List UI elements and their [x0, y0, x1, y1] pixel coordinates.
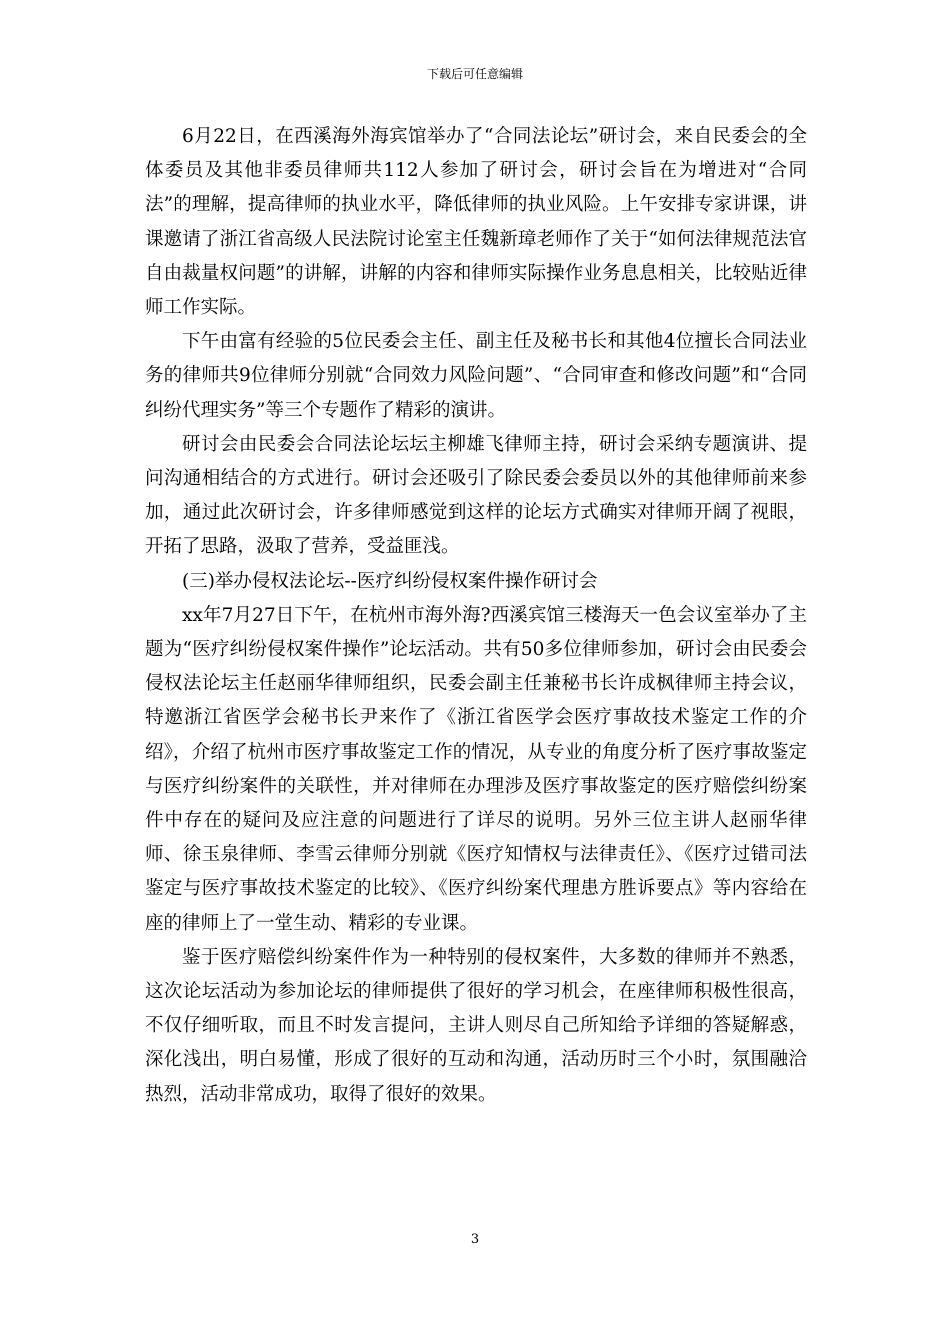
- section-heading-tort-law-forum: (三)举办侵权法论坛--医疗纠纷侵权案件操作研讨会: [182, 570, 598, 592]
- paragraph-contract-law-forum: 6月22日，在西溪海外海宾馆举办了“合同法论坛”研讨会，来自民委会的全体委员及其他非委员律师共112人参加了研讨会，研讨会旨在为增进对“合同法”的理解，提高律师的执业水平，降低律师的执业风险。上午安排专家讲课，讲课邀请了浙江省高级人民法院讨论室主任魏新璋老师作了关于“如何法律规范法官自由裁量权问题”的讲解，讲解的内容和律师实际操作业务息息相关，比较贴近律师工作实际。: [145, 126, 807, 319]
- page-header: 下载后可任意编辑: [426, 67, 523, 81]
- page-number: 3: [470, 1232, 480, 1247]
- paragraph-afternoon-session: 下午由富有经验的5位民委会主任、副主任及秘书长和其他4位擅长合同法业务的律师共9位律师分别就“合同效力风险问题”、“合同审查和修改问题”和“合同纠纷代理实务”等三个专题作了精彩的演讲。: [145, 331, 807, 421]
- paragraph-medical-dispute-forum: xx年7月27日下午，在杭州市海外海?西溪宾馆三楼海天一色会议室举办了主题为“医疗纠纷侵权案件操作”论坛活动。共有50多位律师参加，研讨会由民委会侵权法论坛主任赵丽华律师组织，民委会副主任兼秘书长许成枫律师主持会议，特邀浙江省医学会秘书长尹来作了《浙江省医学会医疗事故技术鉴定工作的介绍》，介绍了杭州市医疗事故鉴定工作的情况，从专业的角度分析了医疗事故鉴定与医疗纠纷案件的关联性，并对律师在办理涉及医疗事故鉴定的医疗赔偿纠纷案件中存在的疑问及应注意的问题进行了详尽的说明。另外三位主讲人赵丽华律师、徐玉泉律师、李雪云律师分别就《医疗知情权与法律责任》、《医疗过错司法鉴定与医疗事故技术鉴定的比较》、《医疗纠纷案代理患方胜诉要点》等内容给在座的律师上了一堂生动、精彩的专业课。: [145, 604, 807, 934]
- paragraph-forum-format: 研讨会由民委会合同法论坛坛主柳雄飞律师主持，研讨会采纳专题演讲、提问沟通相结合的方式进行。研讨会还吸引了除民委会委员以外的其他律师前来参加，通过此次研讨会，许多律师感觉到这样的论坛方式确实对律师开阔了视眼，开拓了思路，汲取了营养，受益匪浅。: [145, 433, 807, 558]
- document-body: [145, 120, 807, 1112]
- paragraph-forum-outcome: 鉴于医疗赔偿纠纷案件作为一种特别的侵权案件，大多数的律师并不熟悉，这次论坛活动为参加论坛的律师提供了很好的学习机会，在座律师积极性很高，不仅仔细听取，而且不时发言提问，主讲人则尽自己所知给予详细的答疑解惑，深化浅出，明白易懂，形成了很好的互动和沟通，活动历时三个小时，氛围融洽热烈，活动非常成功，取得了很好的效果。: [145, 946, 807, 1105]
